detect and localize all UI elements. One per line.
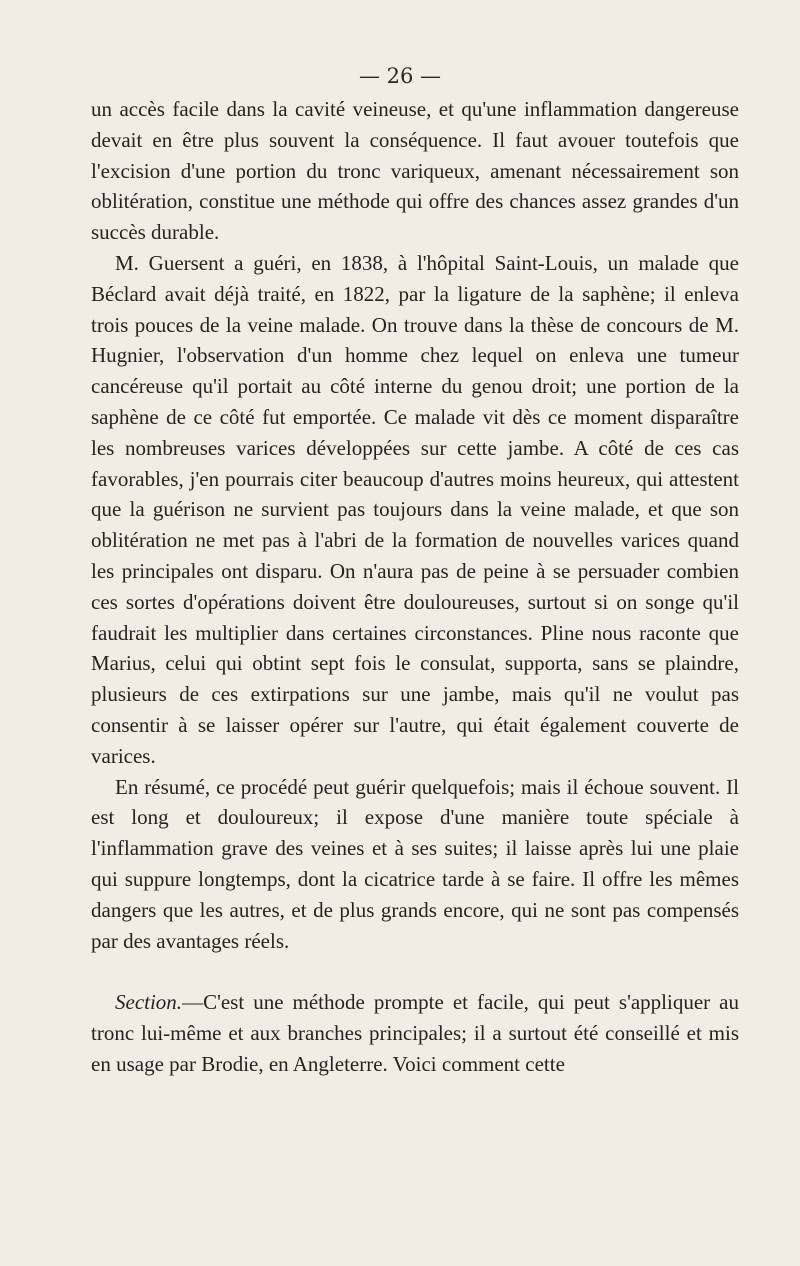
paragraph-3-text: En résumé, ce procédé peut guérir quelquefois; mais il échoue souvent. Il est long et douloureux; il expose d'une manière toute spéciale à l'inflammation grave des veines et à ses suites; il laisse après lui une plaie qui suppure longtemps, dont la cicatrice tarde à se faire. Il offre les mêmes dangers que les autres, et de plus grands encore, qui ne sont pas compensés par des avantages réels. <box>91 774 739 953</box>
paragraph-3 <box>91 772 739 957</box>
paragraph-1 <box>91 94 739 248</box>
page-number-header: — 26 — <box>358 64 442 88</box>
paragraph-4-text: —C'est une méthode prompte et facile, qui peut s'appliquer au tronc lui-même et aux branches principales; il a surtout été conseillé et mis en usage par Brodie, en Angleterre. Voici comment cette <box>91 990 739 1076</box>
paragraph-4 <box>91 987 739 1079</box>
paragraph-1-text: un accès facile dans la cavité veineuse, et qu'une inflammation dangereuse devait en être plus souvent la conséquence. Il faut avouer toutefois que l'excision d'une portion du tronc variqueux, amenant nécessairement son oblitération, constitue une méthode qui offre des chances assez grandes d'un succès durable. <box>91 97 739 245</box>
body-text <box>91 94 739 1080</box>
paragraph-2-text: M. Guersent a guéri, en 1838, à l'hôpital Saint-Louis, un malade que Béclard avait déjà traité, en 1822, par la ligature de la saphène; il enleva trois pouces de la veine malade. On trouve dans la thèse de concours de M. Hugnier, l'observation d'un homme chez lequel on enleva une tumeur cancéreuse qu'il portait au côté interne du genou droit; une portion de la saphène de ce côté fut emportée. Ce malade vit dès ce moment disparaître les nombreuses varices développées sur cette jambe. A côté de ces cas favorables, j'en pourrais citer beaucoup d'autres moins heureux, qui attestent que la guérison ne survient pas toujours dans la veine malade, et que son oblitération ne met pas à l'abri de la formation de nouvelles varices quand les principales ont disparu. On n'aura pas de peine à se persuader combien ces sortes d'opérations doivent être douloureuses, surtout si on songe qu'il faudrait les multiplier dans certaines circonstances. Pline nous raconte que Marius, celui qui obtint sept fois le consulat, supporta, sans se plaindre, plusieurs de ces extirpations sur une jambe, mais qu'il ne voulut pas consentir à se laisser opérer sur l'autre, qui était également couverte de varices. <box>91 250 739 768</box>
section-lead-word: Section. <box>115 990 183 1015</box>
paragraph-2 <box>91 248 739 772</box>
